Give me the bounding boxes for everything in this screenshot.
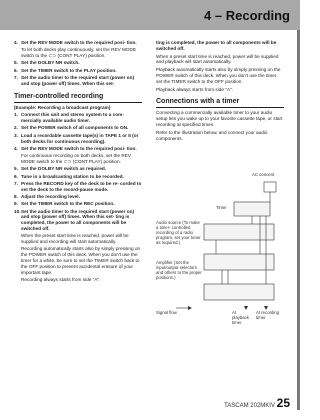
ac-concent-label: AC concent (252, 172, 275, 177)
step-item: 4. Set the REV MODE switch to the required posi- tion. (14, 40, 137, 45)
cassette-deck-icon (204, 284, 274, 300)
body-paragraph: When the preset start time is reached, power will be supplied and recording will start automatically. (21, 233, 129, 245)
page-footer (224, 396, 290, 410)
amplifier-device-icon (204, 254, 274, 270)
step-item: 6. Set the TIMER switch to the PLAY position. (14, 67, 117, 73)
side-thumb-tab (297, 30, 300, 410)
step-note: For continuous recording on both decks, set the REV MODE switch to the ⊂⊃ (CONT PLAY) position. (21, 153, 131, 164)
step-item: 8. Adjust the recording level. (14, 193, 80, 199)
at-playback-label: At playback timer (232, 310, 249, 325)
step-item: 6. Tune in a broadcasting station to be recorded. (14, 173, 124, 179)
chapter-title: 4 – Recording (204, 8, 290, 23)
diagram-lines (156, 172, 284, 322)
body-paragraph: Refer to the illustration below, and connect your audio components. (156, 129, 268, 141)
section-title-connections: Connections with a timer (156, 98, 284, 108)
section-title-timer-recording: Timer-controlled recording (14, 93, 142, 103)
audio-source-label: Audio source (To make a timer- controlled recording of a radio program, set your tuner as required.) (156, 220, 201, 245)
timer-device-icon (234, 202, 270, 216)
audio-source-device-icon (204, 224, 274, 240)
step-item: 7. Press the RECORD key of the deck to be re- corded to set the deck to the record-pause mode. (14, 180, 142, 192)
right-column (156, 40, 284, 143)
left-column (14, 40, 142, 284)
body-paragraph: Connecting a commercially available timer to your audio setup lets you wake up to your favorite cassette tape, or start recording at specified times. (156, 110, 283, 127)
step-item: 5. Set the DOLBY NR switch as required. (14, 166, 107, 172)
body-paragraph: Playback always starts from side "A". (156, 86, 234, 92)
connection-diagram (156, 172, 284, 325)
signal-flow-label: Signal flow (156, 310, 177, 315)
step-item: 10. Set the audio timer to the required start (power on) and stop (power off) times. When this set- ting is completed, the power to all components will be switched off. (14, 208, 135, 231)
step-item: 9. Set the TIMER switch to the REC position. (14, 201, 115, 207)
page-number: 25 (276, 396, 290, 410)
ac-outlet-icon (264, 182, 276, 192)
timer-label: Timer (216, 205, 227, 210)
section-subheading: (Example: Recording a broadcast program) (14, 104, 111, 110)
amplifier-label: Amplifier (Set the input/output selectors and others to the proper positions.) (156, 260, 202, 280)
body-paragraph: ting is completed, the power to all components will be switched off. (156, 40, 277, 51)
body-paragraph: Recording always starts from side "A". (21, 276, 101, 282)
step-item: 4. Set the REV MODE switch to the required posi- tion. (14, 145, 137, 151)
brand-model: TASCAM 202MKIV (224, 403, 275, 409)
step-item: 1. Connect this unit and stereo system to a com- mercially available audio timer. (14, 112, 124, 124)
step-item: 7. Set the audio timer to the required start (power on) and stop (power off) times. When this set- (14, 74, 135, 86)
body-paragraph: Playback automatically starts also by simply pressing on the POWER switch of this deck. When you don't use the timer, set the TIMER switch to the OFF position. (156, 67, 281, 84)
chapter-header-bar (0, 0, 300, 30)
step-item: 3. Load a recordable cassette tape(s) in TAPE 1 or II (or both decks for continuous recording). (14, 132, 139, 144)
step-item: 2. Set the POWER switch of all components to ON. (14, 125, 129, 131)
at-recording-label: At recording timer (256, 310, 280, 320)
step-item: 5. Set the DOLBY NR switch. (14, 60, 80, 66)
body-paragraph: When a preset start time is reached, power will be supplied and playback will start automatically. (156, 53, 279, 65)
step-note: To let both decks play continuously, set the REV MODE switch to the ⊂⊃ (CONT PLAY) position. (21, 47, 137, 59)
body-paragraph: Recording automatically starts also by simply pressing on the POWER switch of this deck. When you don't use the timer for a while, be sure to set the TIMER switch back to the OFF position to prevent accidental erasure of your important tape. (21, 246, 141, 275)
